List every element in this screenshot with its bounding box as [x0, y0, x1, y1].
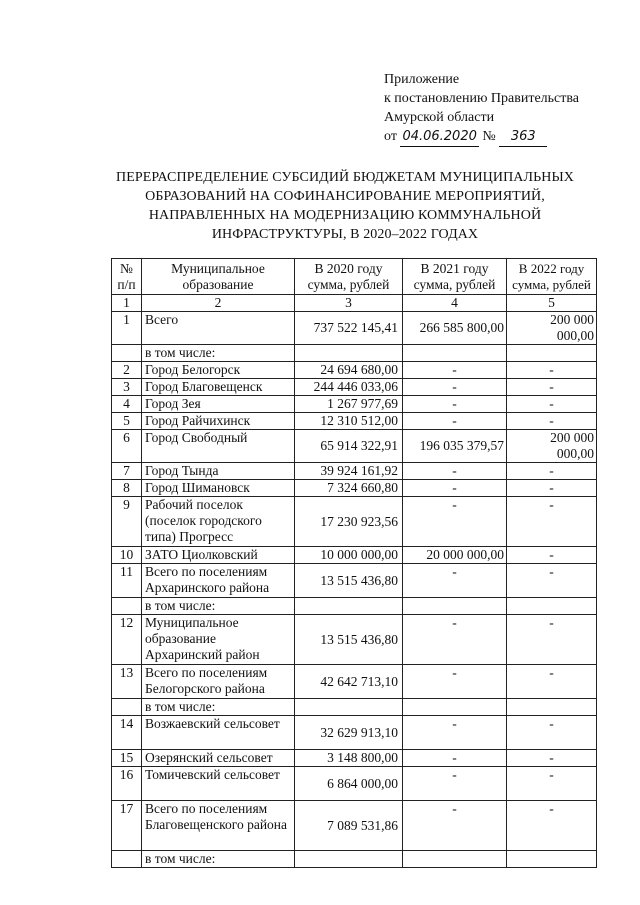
table-row: [112, 598, 597, 615]
table-row: [112, 345, 597, 362]
row-amount-2022: 200 000 000,00: [507, 312, 597, 345]
row-amount-2020: 12 310 512,00: [295, 413, 403, 430]
header-2021: В 2021 году сумма, рублей: [403, 259, 507, 295]
row-amount-2021: 266 585 800,00: [403, 312, 507, 345]
row-amount-2021: -: [403, 413, 507, 430]
column-index: 1: [112, 295, 142, 312]
row-amount-2020: 13 515 436,80: [295, 615, 403, 665]
row-amount-2021: -: [403, 497, 507, 547]
row-amount-2022: -: [507, 801, 597, 851]
row-amount-2021: -: [403, 379, 507, 396]
table-row: [112, 379, 597, 396]
appendix-line-3: Амурской области: [384, 110, 495, 125]
row-municipality: Город Шимановск: [142, 480, 295, 497]
table-row: [112, 699, 597, 716]
row-amount-2021: [403, 598, 507, 615]
row-number: 6: [112, 430, 142, 463]
row-municipality: Город Тында: [142, 463, 295, 480]
row-amount-2020: 3 148 800,00: [295, 750, 403, 767]
row-amount-2021: [403, 851, 507, 868]
row-municipality: в том числе:: [142, 598, 295, 615]
row-amount-2021: -: [403, 615, 507, 665]
row-municipality: в том числе:: [142, 851, 295, 868]
row-municipality: Всего по поселениям Белогорского района: [142, 665, 295, 699]
appendix-date-line: [384, 127, 579, 147]
row-amount-2021: -: [403, 564, 507, 598]
row-amount-2020: 737 522 145,41: [295, 312, 403, 345]
row-number: 8: [112, 480, 142, 497]
handwritten-date: 04.06.2020: [400, 127, 478, 147]
row-amount-2020: 24 694 680,00: [295, 362, 403, 379]
column-index: 2: [142, 295, 295, 312]
table-row: [112, 312, 597, 345]
title-line-4: ИНФРАСТРУКТУРЫ, В 2020–2022 ГОДАХ: [211, 227, 479, 242]
table-row: [112, 716, 597, 750]
column-index: 5: [507, 295, 597, 312]
row-amount-2021: [403, 345, 507, 362]
row-amount-2022: -: [507, 497, 597, 547]
row-amount-2021: -: [403, 801, 507, 851]
title-line-3: НАПРАВЛЕННЫХ НА МОДЕРНИЗАЦИЮ КОММУНАЛЬНОЙ: [148, 208, 542, 223]
row-number: 7: [112, 463, 142, 480]
row-amount-2021: -: [403, 665, 507, 699]
row-amount-2021: 20 000 000,00: [403, 547, 507, 564]
row-amount-2022: [507, 598, 597, 615]
table-row: [112, 750, 597, 767]
row-amount-2021: -: [403, 480, 507, 497]
row-number: 2: [112, 362, 142, 379]
title-line-2: ОБРАЗОВАНИЙ НА СОФИНАНСИРОВАНИЕ МЕРОПРИЯТИЙ,: [145, 189, 545, 204]
column-index: 4: [403, 295, 507, 312]
row-amount-2020: 13 515 436,80: [295, 564, 403, 598]
row-number: 16: [112, 767, 142, 801]
table-row: [112, 430, 597, 463]
row-amount-2020: 7 089 531,86: [295, 801, 403, 851]
row-amount-2021: -: [403, 750, 507, 767]
appendix-line-1: Приложение: [384, 72, 460, 87]
header-2022: В 2022 году сумма, рублей: [507, 259, 597, 295]
row-amount-2022: 200 000 000,00: [507, 430, 597, 463]
row-number: 13: [112, 665, 142, 699]
row-number: 12: [112, 615, 142, 665]
row-amount-2022: -: [507, 564, 597, 598]
row-number: [112, 345, 142, 362]
row-amount-2020: [295, 699, 403, 716]
row-number: 10: [112, 547, 142, 564]
number-prefix: №: [482, 129, 496, 144]
row-amount-2021: -: [403, 767, 507, 801]
row-amount-2022: -: [507, 750, 597, 767]
row-number: 17: [112, 801, 142, 851]
row-amount-2020: 42 642 713,10: [295, 665, 403, 699]
appendix-block: [384, 70, 579, 147]
row-amount-2022: -: [507, 615, 597, 665]
table-row: [112, 564, 597, 598]
row-number: 9: [112, 497, 142, 547]
row-amount-2022: -: [507, 767, 597, 801]
row-municipality: Озерянский сельсовет: [142, 750, 295, 767]
row-municipality: Город Райчихинск: [142, 413, 295, 430]
table-row: [112, 480, 597, 497]
row-number: 4: [112, 396, 142, 413]
row-number: [112, 598, 142, 615]
table-row: [112, 665, 597, 699]
row-amount-2020: 244 446 033,06: [295, 379, 403, 396]
table-row: [112, 547, 597, 564]
column-index: 3: [295, 295, 403, 312]
row-amount-2021: 196 035 379,57: [403, 430, 507, 463]
column-index-row: [112, 295, 597, 312]
row-number: 3: [112, 379, 142, 396]
subsidy-table: [111, 258, 597, 868]
row-amount-2020: 17 230 923,56: [295, 497, 403, 547]
row-number: [112, 851, 142, 868]
row-amount-2021: [403, 699, 507, 716]
table-row: [112, 497, 597, 547]
row-amount-2020: 1 267 977,69: [295, 396, 403, 413]
row-amount-2022: -: [507, 396, 597, 413]
row-number: 5: [112, 413, 142, 430]
row-amount-2022: -: [507, 665, 597, 699]
row-municipality: Город Зея: [142, 396, 295, 413]
row-municipality: в том числе:: [142, 699, 295, 716]
row-municipality: Город Свободный: [142, 430, 295, 463]
row-amount-2021: -: [403, 716, 507, 750]
table-row: [112, 413, 597, 430]
row-municipality: Томичевский сельсовет: [142, 767, 295, 801]
row-amount-2022: -: [507, 463, 597, 480]
row-municipality: Город Благовещенск: [142, 379, 295, 396]
row-amount-2022: [507, 851, 597, 868]
row-amount-2021: -: [403, 362, 507, 379]
row-number: 1: [112, 312, 142, 345]
row-number: 15: [112, 750, 142, 767]
handwritten-number: 363: [499, 127, 547, 147]
row-municipality: Возжаевский сельсовет: [142, 716, 295, 750]
table-row: [112, 801, 597, 851]
row-amount-2021: -: [403, 396, 507, 413]
row-amount-2022: [507, 699, 597, 716]
table-row: [112, 362, 597, 379]
row-municipality: Муниципальное образование Архаринский район: [142, 615, 295, 665]
header-number: № п/п: [112, 259, 142, 295]
row-amount-2022: -: [507, 413, 597, 430]
row-amount-2020: 39 924 161,92: [295, 463, 403, 480]
header-municipality: Муниципальное образование: [142, 259, 295, 295]
row-amount-2020: [295, 598, 403, 615]
table-row: [112, 615, 597, 665]
header-row: [112, 259, 597, 295]
row-amount-2022: [507, 345, 597, 362]
table-row: [112, 767, 597, 801]
document-title: [100, 168, 590, 244]
row-amount-2022: -: [507, 379, 597, 396]
row-amount-2020: 65 914 322,91: [295, 430, 403, 463]
table-row: [112, 463, 597, 480]
row-municipality: Всего по поселениям Благовещенского района: [142, 801, 295, 851]
row-municipality: в том числе:: [142, 345, 295, 362]
header-2020: В 2020 году сумма, рублей: [295, 259, 403, 295]
row-municipality: Город Белогорск: [142, 362, 295, 379]
date-prefix: от: [384, 129, 397, 144]
row-municipality: Всего: [142, 312, 295, 345]
row-amount-2021: -: [403, 463, 507, 480]
row-amount-2022: -: [507, 480, 597, 497]
row-number: 14: [112, 716, 142, 750]
row-number: 11: [112, 564, 142, 598]
row-amount-2020: 32 629 913,10: [295, 716, 403, 750]
row-municipality: Всего по поселениям Архаринского района: [142, 564, 295, 598]
row-amount-2020: 6 864 000,00: [295, 767, 403, 801]
table-row: [112, 396, 597, 413]
table-row: [112, 851, 597, 868]
row-municipality: Рабочий поселок (поселок городского типа) Прогресс: [142, 497, 295, 547]
appendix-line-2: к постановлению Правительства: [384, 91, 580, 106]
row-amount-2022: -: [507, 362, 597, 379]
row-municipality: ЗАТО Циолковский: [142, 547, 295, 564]
row-amount-2022: -: [507, 716, 597, 750]
row-number: [112, 699, 142, 716]
row-amount-2020: [295, 851, 403, 868]
row-amount-2020: 10 000 000,00: [295, 547, 403, 564]
title-line-1: ПЕРЕРАСПРЕДЕЛЕНИЕ СУБСИДИЙ БЮДЖЕТАМ МУНИЦИПАЛЬНЫХ: [116, 170, 574, 185]
row-amount-2020: [295, 345, 403, 362]
row-amount-2020: 7 324 660,80: [295, 480, 403, 497]
row-amount-2022: -: [507, 547, 597, 564]
